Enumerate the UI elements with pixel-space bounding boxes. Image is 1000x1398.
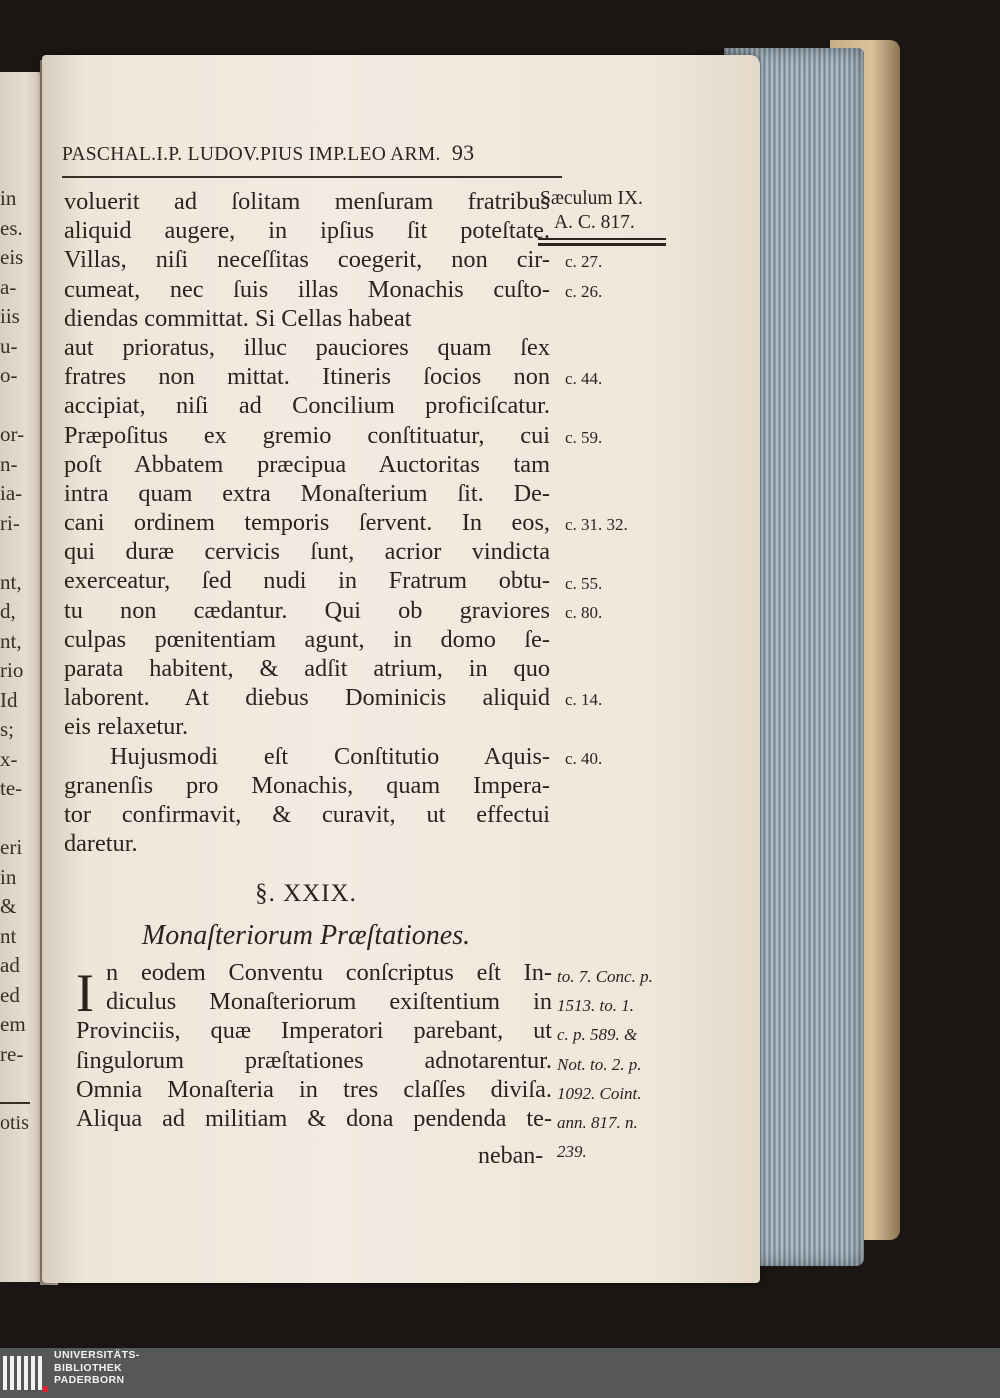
text-line: poſt Abbatem præcipua Auctoritas tam	[64, 450, 550, 478]
left-page-fragment: eri	[0, 835, 23, 859]
margin-header	[540, 187, 643, 235]
section-text-line: Omnia Monaſteria in tres claſſes diviſa.	[76, 1075, 552, 1103]
margin-note: c. 27.	[565, 252, 603, 272]
left-page-fragment: te-	[0, 776, 23, 800]
section-margin-note: to. 7. Conc. p.	[557, 967, 653, 986]
left-page-fragment: u-	[0, 333, 18, 358]
margin-note: c. 26.	[565, 281, 603, 301]
text-line: intra quam extra Monaſterium ſit. De-	[64, 479, 550, 507]
margin-note: c. 59.	[565, 427, 603, 447]
text-line: exerceatur, ſed nudi in Fratrum obtu-	[64, 567, 550, 595]
section-margin-note: 1092. Coint.	[557, 1083, 642, 1103]
running-head-rule	[62, 176, 562, 178]
left-page-fragment: iis	[0, 304, 20, 328]
section-text-line: ſingulorum præſtationes adnotarentur.	[76, 1046, 552, 1074]
drop-cap: I	[76, 963, 94, 1023]
left-page-fragment: a-	[0, 274, 17, 299]
text-line: Hujusmodi eſt Conſtitutio Aquis-	[110, 742, 550, 770]
left-page-fragment: or-	[0, 422, 25, 446]
library-name-line3: PADERBORN	[54, 1374, 125, 1386]
text-line: tor confirmavit, & curavit, ut effectui	[64, 800, 550, 828]
text-line: Præpoſitus ex gremio conſtituatur, cui	[64, 421, 550, 449]
left-page-fragment: ad	[0, 953, 20, 977]
left-page-fragment: es.	[0, 215, 23, 240]
text-line: voluerit ad ſolitam menſuram fratribus	[64, 188, 550, 215]
left-page-fragment	[0, 804, 40, 834]
text-line: cani ordinem temporis ſervent. In eos,	[64, 509, 550, 537]
left-page-fragment	[0, 391, 40, 421]
left-page-fragment: o-	[0, 363, 18, 387]
left-page-bottom-fragment: otis	[0, 1112, 29, 1134]
running-head	[62, 140, 562, 166]
left-page-fragment: s;	[0, 717, 15, 741]
left-page-fragment: in	[0, 864, 17, 889]
margin-note: c. 44.	[565, 369, 603, 389]
section-text-line: diculus Monaſteriorum exiſtentium in	[106, 988, 552, 1016]
text-line: Villas, niſi neceſſitas coegerit, non cir-	[64, 246, 550, 274]
section-margin-note: ann. 817. n.	[557, 1113, 638, 1133]
section-text-line: n eodem Conventu conſcriptus eſt In-	[106, 959, 552, 986]
running-head-text: PASCHAL.I.P. LUDOV.PIUS IMP.LEO ARM.	[62, 144, 441, 165]
section-text-line: Provinciis, quæ Imperatori parebant, ut	[76, 1017, 552, 1045]
text-line: granenſis pro Monachis, quam Impera-	[64, 771, 550, 799]
margin-note: c. 31. 32.	[565, 515, 628, 535]
library-name-line2: BIBLIOTHEK	[54, 1361, 123, 1374]
left-page-fragment: nt,	[0, 569, 22, 594]
left-page-fragment: d,	[0, 599, 16, 623]
text-line: cumeat, nec ſuis illas Monachis cuſto-	[64, 275, 550, 303]
text-line: diendas committat. Si Cellas habeat	[64, 304, 412, 332]
left-page-fragment: &	[0, 894, 17, 918]
left-page-fragment: x-	[0, 746, 18, 771]
library-name	[54, 1349, 140, 1387]
text-line: fratres non mittat. Itineris ſocios non	[64, 363, 550, 391]
left-page-fragment: ri-	[0, 510, 20, 535]
left-page-fragment: nt,	[0, 628, 22, 653]
left-page-fragment: re-	[0, 1041, 24, 1066]
page-number: 93	[451, 140, 475, 165]
section-text-line: Aliqua ad militiam & dona pendenda te-	[76, 1104, 552, 1132]
margin-header-century: Sæculum IX.	[540, 188, 643, 209]
left-page-fragment: ia-	[0, 481, 23, 505]
left-page-text	[0, 184, 40, 1069]
left-page-fragment: em	[0, 1012, 26, 1036]
text-line: eis relaxetur.	[64, 713, 189, 741]
section-margin-note: 239.	[557, 1142, 587, 1162]
left-page-fragment: n-	[0, 451, 18, 476]
text-line: qui duræ cervicis ſunt, acrior vindicta	[64, 538, 550, 566]
section-number: §. XXIX.	[255, 880, 357, 907]
left-page-fragment: rio	[0, 658, 24, 682]
catchword: neban-	[478, 1143, 544, 1169]
text-line: parata habitent, & adſit atrium, in quo	[64, 655, 550, 682]
section-margin-notes	[557, 962, 653, 1166]
margin-note: c. 80.	[565, 602, 603, 622]
text-line: laborent. At diebus Dominicis aliquid	[64, 684, 550, 712]
left-page-fragment: eis	[0, 245, 24, 269]
margin-header-rule	[538, 238, 666, 240]
margin-note: c. 40.	[565, 748, 603, 768]
text-line: aut prioratus, illuc pauciores quam ſex	[64, 333, 550, 361]
left-page-fragment: Id	[0, 687, 18, 712]
text-line: daretur.	[64, 830, 138, 858]
section-margin-note: Not. to. 2. p.	[557, 1054, 642, 1074]
section-margin-note: c. p. 589. &	[557, 1025, 638, 1045]
margin-note: c. 55.	[565, 573, 603, 593]
text-line: accipiat, niſi ad Concilium proficiſcatur.	[64, 392, 550, 420]
main-text	[64, 187, 550, 858]
library-name-line1: UNIVERSITÄTS-	[54, 1349, 140, 1361]
text-line: tu non cædantur. Qui ob graviores	[64, 596, 550, 624]
left-page-fragment	[0, 538, 40, 568]
library-logo-icon	[2, 1352, 50, 1394]
text-line: culpas pœnitentiam agunt, in domo ſe-	[64, 625, 550, 653]
left-page-rule	[0, 1102, 30, 1104]
section-margin-note: 1513. to. 1.	[557, 996, 634, 1016]
margin-header-rule-thick	[538, 243, 666, 246]
footer-bar	[0, 1348, 1000, 1398]
left-page-fragment: ed	[0, 982, 20, 1007]
left-page-fragment: nt	[0, 923, 17, 948]
text-line: aliquid augere, in ipſius ſit poteſtate.	[64, 217, 550, 245]
left-page-fragment: in	[0, 186, 17, 210]
section-text	[76, 958, 552, 1133]
margin-note: c. 14.	[565, 690, 603, 710]
section-title: Monaſteriorum Præſtationes.	[141, 920, 471, 951]
margin-header-year: A. C. 817.	[554, 212, 635, 233]
